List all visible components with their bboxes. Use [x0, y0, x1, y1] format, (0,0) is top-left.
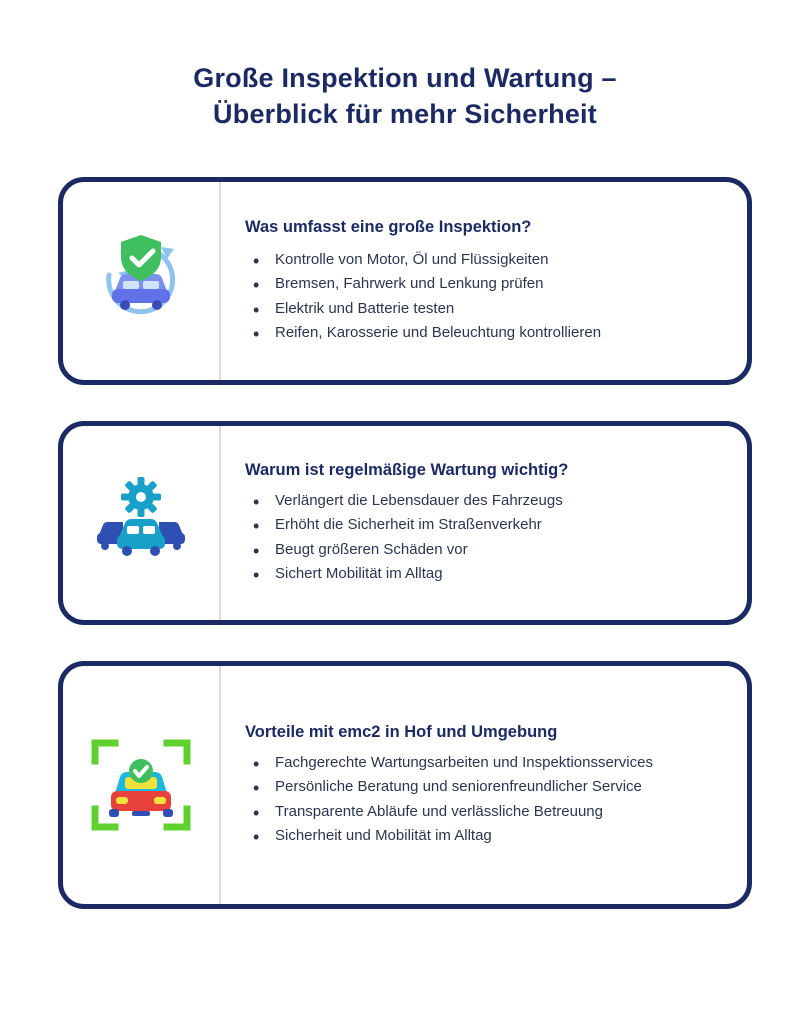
list-item: • Persönliche Beratung und seniorenfreundlicher Service — [271, 775, 725, 799]
list-item: • Beugt größeren Schäden vor — [271, 538, 725, 562]
car-scan-check-icon — [63, 666, 221, 904]
card-body — [221, 426, 747, 620]
card-heading: Was umfasst eine große Inspektion? — [245, 217, 532, 236]
list-item: • Verlängert die Lebensdauer des Fahrzeugs — [271, 489, 725, 513]
card-body — [221, 666, 747, 904]
card-bullets — [245, 751, 725, 848]
list-item: • Kontrolle von Motor, Öl und Flüssigkeiten — [271, 248, 725, 272]
page-title-line-2: Überblick für mehr Sicherheit — [213, 99, 597, 130]
list-item: • Sicherheit und Mobilität im Alltag — [271, 824, 725, 848]
card-emc2-benefits — [58, 661, 752, 909]
card-body — [221, 182, 747, 380]
card-heading: Vorteile mit emc2 in Hof und Umgebung — [245, 722, 558, 741]
card-heading: Warum ist regelmäßige Wartung wichtig? — [245, 460, 569, 479]
card-list — [58, 177, 752, 909]
card-bullets — [245, 248, 725, 345]
card-bullets — [245, 489, 725, 586]
list-item: • Reifen, Karosserie und Beleuchtung kontrollieren — [271, 321, 725, 345]
card-maintenance-importance — [58, 421, 752, 625]
list-item: • Fachgerechte Wartungsarbeiten und Inspektionsservices — [271, 751, 725, 775]
page-title — [58, 0, 752, 133]
page-title-line-1: Große Inspektion und Wartung – — [193, 63, 617, 93]
car-fleet-gear-icon — [63, 426, 221, 620]
list-item: • Sichert Mobilität im Alltag — [271, 562, 725, 586]
shield-check-car-refresh-icon — [63, 182, 221, 380]
list-item: • Elektrik und Batterie testen — [271, 297, 725, 321]
list-item: • Erhöht die Sicherheit im Straßenverkehr — [271, 513, 725, 537]
list-item: • Transparente Abläufe und verlässliche Betreuung — [271, 800, 725, 824]
list-item: • Bremsen, Fahrwerk und Lenkung prüfen — [271, 272, 725, 296]
card-inspection-scope — [58, 177, 752, 385]
